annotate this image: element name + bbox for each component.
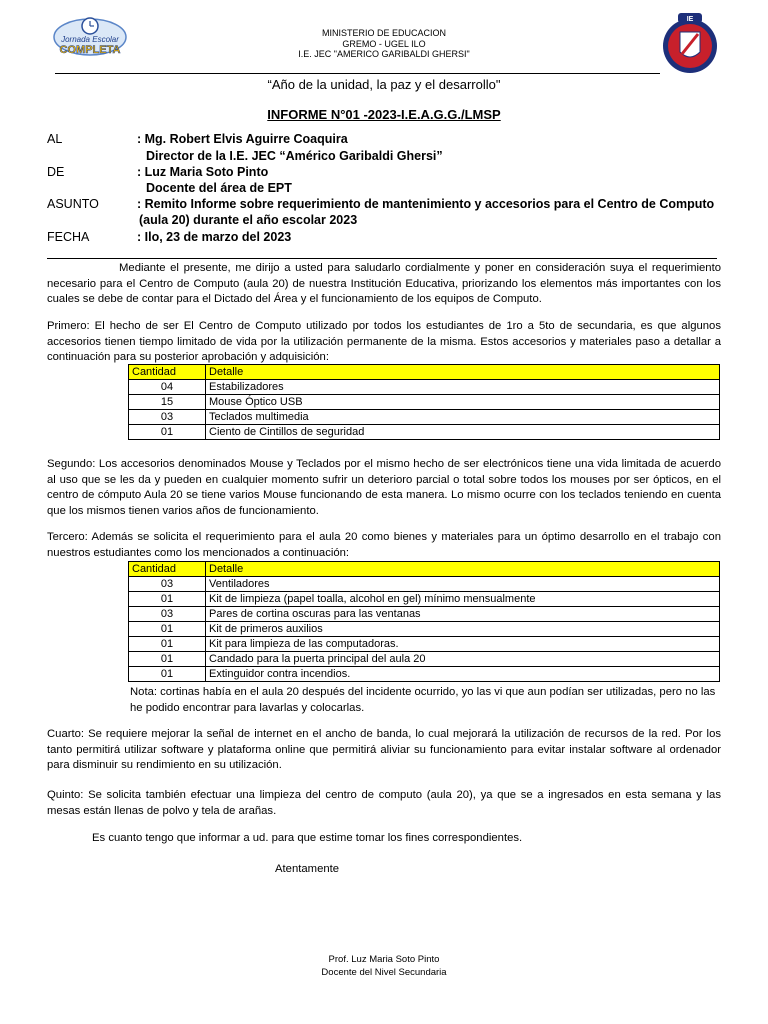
cell-detail: Kit de limpieza (papel toalla, alcohol en gel) mínimo mensualmente	[206, 592, 720, 607]
closing-line: Es cuanto tengo que informar a ud. para que estime tomar los fines correspondientes.	[92, 832, 523, 844]
atentamente: Atentamente	[275, 863, 340, 875]
header-ugel: GREMO - UGEL ILO	[342, 39, 426, 49]
cuarto-paragraph: Cuarto: Se requiere mejorar la señal de internet en el ancho de banda, lo cual mejorará la utilización de recursos de la red. Por los tanto permitirá utilizar software y plataforma online que permitirá aliviar su funcionamiento para evitar instalar software al ordenador para disminuir su rendimiento en su utilización.	[47, 728, 721, 772]
asunto-label: ASUNTO	[47, 197, 99, 211]
crest-text: IE	[686, 16, 694, 23]
table-row	[129, 425, 720, 440]
header-cantidad: Cantidad	[129, 365, 206, 380]
signature-name: Prof. Luz Maria Soto Pinto	[328, 954, 440, 965]
fields-divider	[47, 258, 717, 259]
cell-qty: 01	[129, 622, 206, 637]
cell-detail: Ciento de Cintillos de seguridad	[206, 425, 720, 440]
table-row	[129, 577, 720, 592]
fecha-value: : Ilo, 23 de marzo del 2023	[137, 230, 292, 244]
header-detalle: Detalle	[206, 365, 720, 380]
header-ministry: MINISTERIO DE EDUCACION	[321, 28, 446, 38]
report-title: INFORME N°01 -2023-I.E.A.G.G./LMSP	[267, 107, 501, 122]
cell-qty: 03	[129, 607, 206, 622]
cell-qty: 03	[129, 410, 206, 425]
cell-detail: Kit de primeros auxilios	[206, 622, 720, 637]
header-cantidad: Cantidad	[129, 562, 206, 577]
cell-qty: 03	[129, 577, 206, 592]
signature-role: Docente del Nivel Secundaria	[321, 967, 447, 978]
intro-paragraph: Mediante el presente, me dirijo a usted para saludarlo cordialmente y poner en consideración suya el requerimiento necesario para el Centro de Computo (aula 20) de nuestra Institución Educativa, priorizando los elementos más importantes con los cuales se debe de contar para el Dictado del Área y el funcionamiento de los equipos de Computo.	[47, 262, 721, 306]
cell-detail: Kit para limpieza de las computadoras.	[206, 637, 720, 652]
cell-detail: Estabilizadores	[206, 380, 720, 395]
table-row	[129, 410, 720, 425]
table-materials	[128, 561, 720, 682]
school-crest-logo	[662, 10, 718, 76]
cell-detail: Candado para la puerta principal del aula 20	[206, 652, 720, 667]
table-row	[129, 395, 720, 410]
table-accessories	[128, 364, 720, 440]
cell-qty: 01	[129, 425, 206, 440]
table-row	[129, 380, 720, 395]
segundo-paragraph: Segundo: Los accesorios denominados Mouse y Teclados por el mismo hecho de ser electrónicos tiene una vida limitada de acuerdo al uso que se les da y pueden en cualquier momento sufrir un deterioro parcial o total sobre todos los mouses por ser ópticos, en el centro de cómputo Aula 20 se tiene varios Mouse funcionando de esta manera. Lo mismo ocurre con los teclados teniendo en cuenta que los mismos tienen varios años de funcionamiento.	[47, 458, 721, 517]
table-header-row	[129, 562, 720, 577]
cell-detail: Mouse Óptico USB	[206, 395, 720, 410]
table-row	[129, 607, 720, 622]
primero-paragraph: Primero: El hecho de ser El Centro de Computo utilizado por todos los estudiantes de 1ro a 5to de secundaria, es que algunos accesorios tienen tiempo limitado de vida por la utilización permanente de la misma. Estos accesorios y materiales paso a detallar a continuación para su posterior aprobación y adquisición:	[47, 320, 721, 364]
table-row	[129, 637, 720, 652]
asunto-value-line2: (aula 20) durante el año escolar 2023	[139, 213, 358, 227]
de-value-role: Docente del área de EPT	[146, 181, 292, 195]
cell-detail: Pares de cortina oscuras para las ventanas	[206, 607, 720, 622]
table-row	[129, 592, 720, 607]
header-detalle: Detalle	[206, 562, 720, 577]
cell-qty: 01	[129, 637, 206, 652]
logo-bottom-text: COMPLETA	[59, 44, 121, 56]
fecha-label: FECHA	[47, 230, 90, 244]
logo-top-text: Jornada Escolar	[61, 35, 119, 44]
de-label: DE	[47, 165, 65, 179]
cell-detail: Teclados multimedia	[206, 410, 720, 425]
nota-paragraph: Nota: cortinas había en el aula 20 después del incidente ocurrido, yo las vi que aun podían ser utilizadas, pero no las he podido encontrar para lavarlas y colocarlas.	[130, 686, 716, 714]
de-value-name: : Luz Maria Soto Pinto	[137, 165, 269, 179]
table-row	[129, 652, 720, 667]
cell-qty: 01	[129, 652, 206, 667]
cell-detail: Extinguidor contra incendios.	[206, 667, 720, 682]
al-value-role: Director de la I.E. JEC “Américo Garibaldi Ghersi”	[146, 149, 443, 163]
cell-qty: 01	[129, 667, 206, 682]
cell-qty: 15	[129, 395, 206, 410]
cell-qty: 04	[129, 380, 206, 395]
al-label: AL	[47, 132, 63, 146]
year-motto: “Año de la unidad, la paz y el desarrollo"	[267, 77, 501, 92]
table-row	[129, 667, 720, 682]
quinto-paragraph: Quinto: Se solicita también efectuar una limpieza del centro de computo (aula 20), ya que se a ingresados en esta semana y las mesas están llenas de polvo y tela de arañas.	[47, 789, 721, 817]
header-school: I.E. JEC "AMERICO GARIBALDI GHERSI"	[298, 49, 470, 59]
table-header-row	[129, 365, 720, 380]
tercero-paragraph: Tercero: Además se solicita el requerimiento para el aula 20 como bienes y materiales para un óptimo desarrollo en el trabajo con nuestros estudiantes como los mencionados a continuación:	[47, 531, 721, 559]
table-row	[129, 622, 720, 637]
cell-detail: Ventiladores	[206, 577, 720, 592]
asunto-value-line1: : Remito Informe sobre requerimiento de mantenimiento y accesorios para el Centro de Computo	[137, 197, 715, 211]
al-value-name: : Mg. Robert Elvis Aguirre Coaquira	[137, 132, 348, 146]
header-divider	[55, 73, 660, 74]
cell-qty: 01	[129, 592, 206, 607]
